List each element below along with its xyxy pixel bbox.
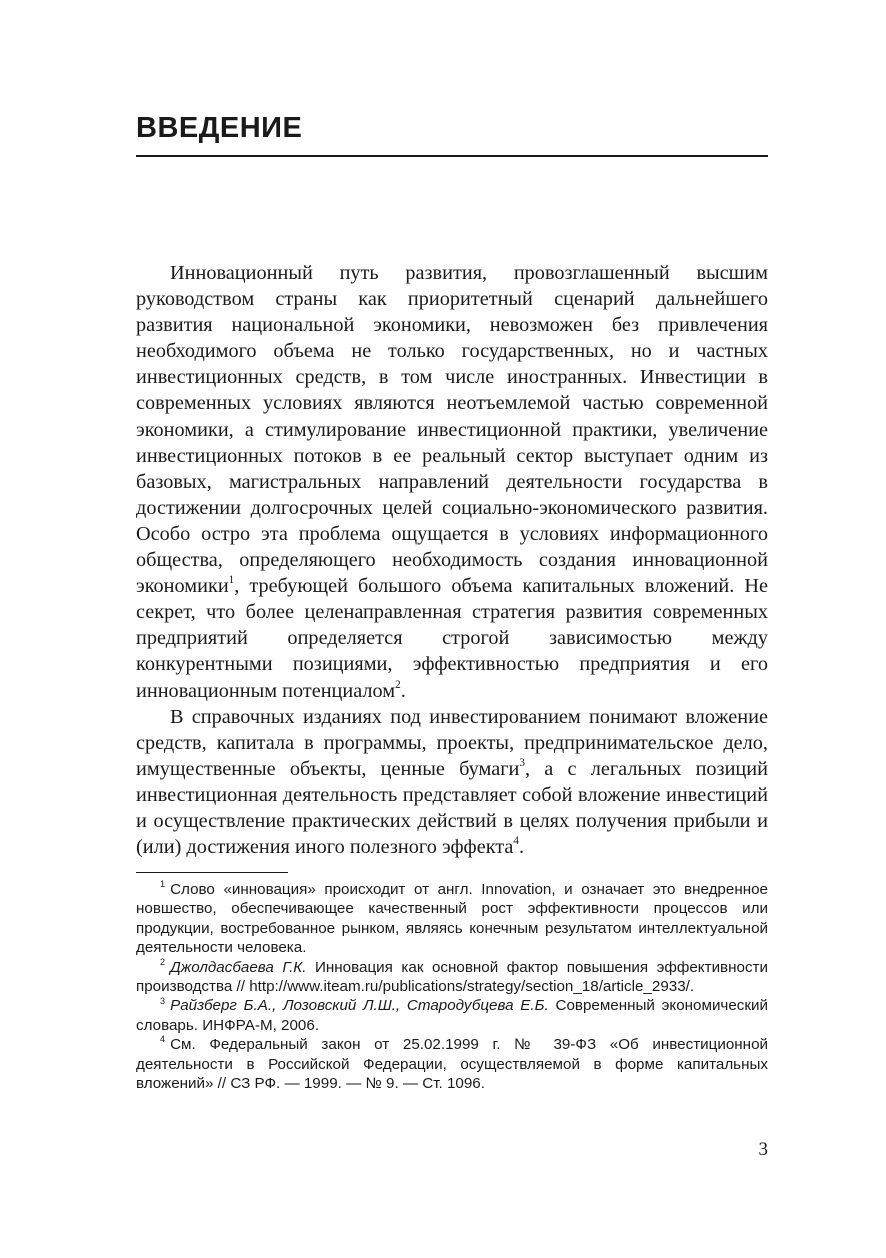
chapter-title: ВВЕДЕНИЕ [136, 112, 303, 144]
footnote-ref-3: 3 [519, 756, 525, 769]
paragraph-1-text-a: Инновационный путь развития, провозглашенный высшим руководством страны как приоритетный сценарий дальнейшего развития национальной экономики, невозможен без привлечения необходимого объема не только государственных, но и частных инвестиционных средств, в том числе иностранных. Инвестиции в современных условиях являются неотъемлемой частью современной экономики, а стимулирование инвестиционной практики, увеличение инвестиционных потоков в ее реальный сектор выступает одним из базовых, магистральных направлений деятельности государства в достижении долгосрочных целей социально-экономического развития. Особо остро эта проблема ощущается в условиях информационного общества, определяющего необходимость создания инновационной экономики [136, 262, 768, 598]
footnote-1-text: Слово «инновация» происходит от англ. Innovation, и означает это внедренное новшество, обеспечивающее качественный рост эффективности процессов или продукции, востребованное рынком, являясь конечным результатом интеллектуальной деятельности человека. [136, 881, 768, 957]
footnote-ref-2: 2 [395, 678, 401, 691]
paragraph-2-text-a: В справочных изданиях под инвестированием понимают вложение средств, капитала в программы, проекты, предпринимательское дело, имущественные объекты, ценные бумаги [136, 705, 768, 780]
paragraph-2-text-b: , а с легальных позиций инвестиционная деятельность представляет собой вложение инвестиций и осуществление практических действий в целях получения прибыли и (или) достижения иного полезного эффекта [136, 757, 768, 859]
paragraph-2-text-c: . [518, 836, 525, 859]
footnote-1 [136, 880, 768, 958]
footnote-2-author: Джолдасбаева Г.К. [170, 958, 307, 976]
paragraph-1-text-b: , требующей большого объема капитальных вложений. Не секрет, что более целенаправленная стратегия развития современных предприятий определяется строгой зависимостью между конкурентными позициями, эффективностью предприятия и его инновационным потенциалом [136, 575, 768, 702]
footnote-separator [136, 872, 288, 873]
footnotes [136, 880, 768, 1093]
main-text [136, 260, 768, 860]
footnote-4-number: 4 [160, 1034, 166, 1045]
footnote-4-text: См. Федеральный закон от 25.02.1999 г. № 39-ФЗ «Об инвестиционной деятельности в Российской Федерации, осуществляемой в форме капитальных вложений» // СЗ РФ. — 1999. — № 9. — Ст. 1096. [136, 1036, 768, 1093]
footnote-1-number: 1 [160, 879, 166, 890]
paragraph-1-text-c: . [400, 679, 406, 702]
paragraph-2 [136, 704, 768, 861]
footnote-4 [136, 1035, 768, 1093]
footnote-3-number: 3 [160, 995, 166, 1006]
footnote-3-author: Райзберг Б.А., Лозовский Л.Ш., Стародубцева Е.Б. [170, 997, 549, 1015]
title-underline [136, 155, 768, 157]
footnote-2 [136, 958, 768, 997]
footnote-ref-1: 1 [228, 574, 235, 587]
footnote-2-text: Инновация как основной фактор повышения эффективности производства // http://www.iteam.ru/publications/strategy/section_18/article_2933/. [136, 958, 768, 996]
footnote-3 [136, 996, 768, 1035]
footnote-ref-4: 4 [513, 835, 519, 848]
page-number: 3 [758, 1139, 768, 1160]
paragraph-1 [136, 260, 768, 704]
footnote-3-text: Современный экономический словарь. ИНФРА-М, 2006. [136, 997, 768, 1034]
footnote-2-number: 2 [160, 956, 166, 967]
